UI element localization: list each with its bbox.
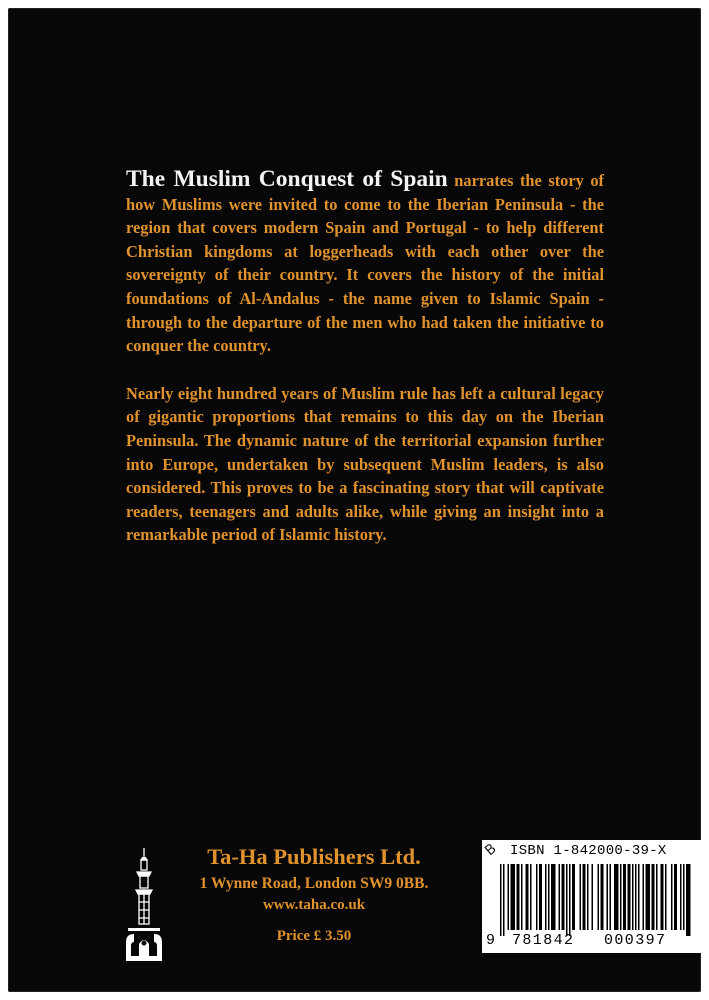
blurb-paragraph-1-text: narrates the story of how Muslims were invited to come to the Iberian Peninsula - the region that covers modern Spain and Portugal - to help different Christian kingdoms at loggerheads with each other over the sovereignty of their country. It covers the history of the initial foundations of Al-Andalus - the name given to Islamic Spain - through to the departure of the men who had taken the initiative to conquer the country. [126,171,604,356]
barcode-label [482,840,702,953]
publisher-info [184,843,444,946]
book-title: The Muslim Conquest of Spain [126,166,448,192]
handwritten-mark: B [481,840,500,860]
publisher-name: Ta-Ha Publishers Ltd. [207,844,421,869]
minaret-logo-icon [122,846,166,968]
blurb-paragraph-1 [126,168,604,358]
publisher-address: 1 Wynne Road, London SW9 0BB. [199,875,429,892]
ean-first-digit: 9 [486,932,497,949]
publisher-website: www.taha.co.uk [262,897,366,913]
blurb-text [126,168,604,547]
blurb-paragraph-2: Nearly eight hundred years of Muslim rule has left a cultural legacy of gigantic proportions that remains to this day on the Iberian Peninsula. The dynamic nature of the territorial expansion further into Europe, undertaken by subsequent Muslim leaders, is also considered. This proves to be a fascinating story that will captivate readers, teenagers and adults alike, while giving an insight into a remarkable period of Islamic history. [126,383,604,545]
barcode-icon [500,864,692,936]
back-cover [8,8,701,992]
book-price: Price £ 3.50 [276,928,352,944]
isbn-number: ISBN 1-842000-39-X [510,843,667,859]
ean-right-digits: 000397 [604,932,667,949]
ean-left-digits: 781842 [512,932,575,949]
